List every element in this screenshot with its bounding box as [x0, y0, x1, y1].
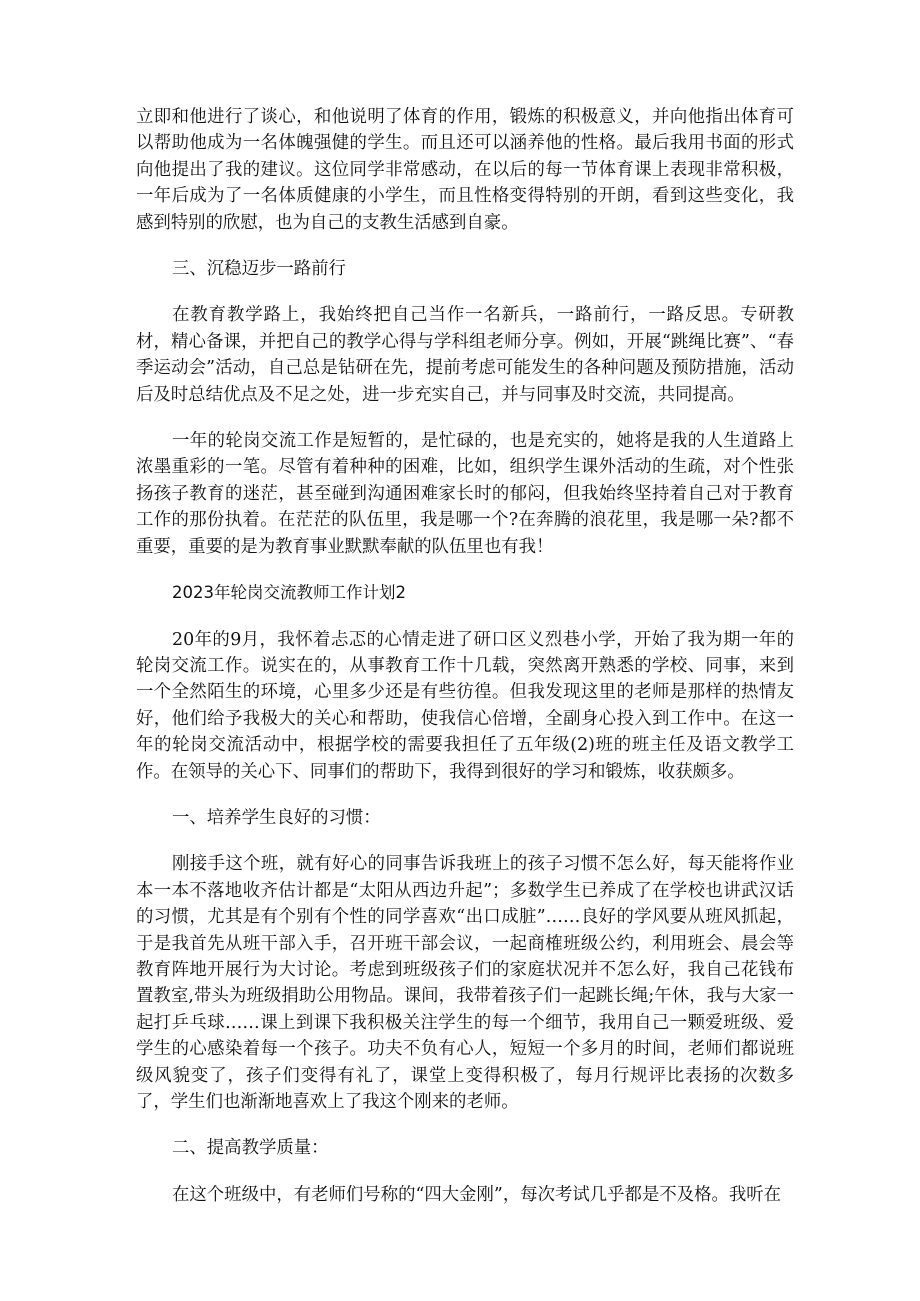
- paragraph-5: 20年的9月，我怀着忐忑的心情走进了研口区义烈巷小学，开始了我为期一年的轮岗交流工作。说实在的，从事教育工作十几载，突然离开熟悉的学校、同事，来到一个全然陌生的环境，心里多少还是有些彷徨。但我发现这里的老师是那样的热情友好，他们给予我极大的关心和帮助，使我信心倍增，全副身心投入到工作中。在这一年的轮岗交流活动中，根据学校的需要我担任了五年级(2)班的班主任及语文教学工作。在领导的关心下、同事们的帮助下，我得到很好的学习和锻炼，收获颇多。: [136, 629, 794, 782]
- section-heading-3: 三、沉稳迈步一路前行: [172, 259, 346, 280]
- paragraph-4: 一年的轮岗交流工作是短暂的，是忙碌的，也是充实的，她将是我的人生道路上浓墨重彩的一笔。尽管有着种种的困难，比如，组织学生课外活动的生疏，对个性张扬孩子教育的迷茫，甚至碰到沟通困难家长时的郁闷，但我始终坚持着自己对于教育工作的那份执着。在茫茫的队伍里，我是哪一个?在奔腾的浪花里，我是哪一朵?都不重要，重要的是为教育事业默默奉献的队伍里也有我！: [136, 431, 794, 557]
- paragraph-6: 刚接手这个班，就有好心的同事告诉我班上的孩子习惯不怎么好，每天能将作业本一本不落地收齐估计都是“太阳从西边升起”；多数学生已养成了在学校也讲武汉话的习惯，尤其是有个别有个性的同学喜欢“出口成脏”……良好的学风要从班风抓起，于是我首先从班干部入手，召开班干部会议，一起商榷班级公约，利用班会、晨会等教育阵地开展行为大讨论。考虑到班级孩子们的家庭状况并不怎么好，我自己花钱布置教室,带头为班级捐助公用物品。课间，我带着孩子们一起跳长绳;午休，我与大家一起打乒乓球……课上到课下我积极关注学生的每一个细节，我用自己一颗爱班级、爱学生的心感染着每一个孩子。功夫不负有心人，短短一个多月的时间，老师们都说班级风貌变了，孩子们变得有礼了，课堂上变得积极了，每月行规评比表扬的次数多了，学生们也渐渐地喜欢上了我这个刚来的老师。: [136, 854, 794, 1112]
- document-subtitle: 2023年轮岗交流教师工作计划2: [172, 583, 406, 603]
- document-page: [136, 104, 794, 1208]
- paragraph-3: 在教育教学路上，我始终把自己当作一名新兵，一路前行，一路反思。专研教材，精心备课，并把自己的教学心得与学科组老师分享。例如，开展“跳绳比赛”、“春季运动会”活动，自己总是钻研在先，提前考虑可能发生的各种问题及预防措施，活动后及时总结优点及不足之处，进一步充实自己，并与同事及时交流，共同提高。: [136, 305, 794, 405]
- section-heading-1: 一、培养学生良好的习惯：: [172, 807, 381, 828]
- paragraph-7: 在这个班级中，有老师们号称的“四大金刚”，每次考试几乎都是不及格。我听在: [172, 1184, 782, 1205]
- section-heading-2: 二、提高教学质量：: [172, 1138, 329, 1159]
- paragraph-continued: 立即和他进行了谈心，和他说明了体育的作用，锻炼的积极意义，并向他指出体育可以帮助他成为一名体魄强健的学生。而且还可以涵养他的性格。最后我用书面的形式向他提出了我的建议。这位同学非常感动，在以后的每一节体育课上表现非常积极，一年后成为了一名体质健康的小学生，而且性格变得特别的开朗，看到这些变化，我感到特别的欣慰，也为自己的支教生活感到自豪。: [136, 107, 794, 233]
